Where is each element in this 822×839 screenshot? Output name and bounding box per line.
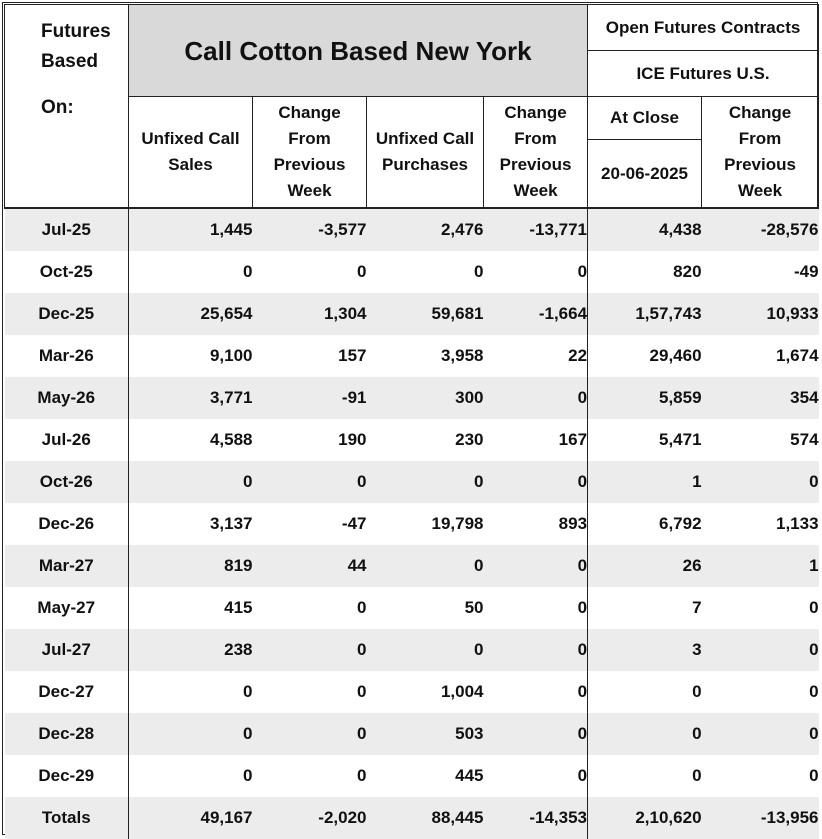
- cell-sales: 0: [129, 713, 253, 755]
- cell-month: Jul-26: [5, 419, 129, 461]
- cell-sales: 3,137: [129, 503, 253, 545]
- cell-purch: 3,958: [367, 335, 484, 377]
- table-row: [5, 251, 819, 293]
- cell-purch: 59,681: [367, 293, 484, 335]
- cell-purch: 0: [367, 545, 484, 587]
- table-header: [5, 5, 819, 209]
- cell-open: 26: [588, 545, 702, 587]
- cell-purch: 88,445: [367, 797, 484, 839]
- corner-line-2: Based: [41, 51, 99, 72]
- at-close-label: At Close: [588, 97, 701, 140]
- cell-purch: 50: [367, 587, 484, 629]
- cell-open_chg: 0: [702, 671, 819, 713]
- cell-sales_chg: 190: [253, 419, 367, 461]
- cell-month: Oct-25: [5, 251, 129, 293]
- cell-open: 0: [588, 755, 702, 797]
- cell-month: Mar-26: [5, 335, 129, 377]
- cell-open: 3: [588, 629, 702, 671]
- corner-line-3: On:: [41, 97, 74, 118]
- cell-purch_chg: 0: [484, 671, 588, 713]
- cell-open: 7: [588, 587, 702, 629]
- table-body: [5, 208, 819, 839]
- table-row: [5, 419, 819, 461]
- table-row: [5, 293, 819, 335]
- cell-purch_chg: -14,353: [484, 797, 588, 839]
- cell-purch: 0: [367, 461, 484, 503]
- cell-purch: 503: [367, 713, 484, 755]
- open-futures-heading: Open Futures Contracts: [588, 5, 819, 51]
- table-row: [5, 629, 819, 671]
- cell-sales_chg: 44: [253, 545, 367, 587]
- cell-sales_chg: 157: [253, 335, 367, 377]
- cell-purch: 0: [367, 251, 484, 293]
- page-title: Call Cotton Based New York: [129, 5, 588, 97]
- cell-open_chg: 0: [702, 461, 819, 503]
- corner-label: [5, 5, 129, 209]
- col-unfixed-sales-label: Unfixed Call Sales: [141, 129, 240, 174]
- cell-open_chg: 1,133: [702, 503, 819, 545]
- cell-month: Dec-27: [5, 671, 129, 713]
- cell-sales_chg: 0: [253, 713, 367, 755]
- cotton-call-table: [4, 4, 819, 839]
- cell-sales: 415: [129, 587, 253, 629]
- cell-sales: 49,167: [129, 797, 253, 839]
- cell-month: Jul-25: [5, 208, 129, 251]
- cell-open_chg: -49: [702, 251, 819, 293]
- cell-month: Dec-29: [5, 755, 129, 797]
- cell-open: 4,438: [588, 208, 702, 251]
- col-change-sales: [253, 97, 367, 209]
- cell-open_chg: 0: [702, 629, 819, 671]
- cell-sales_chg: 1,304: [253, 293, 367, 335]
- cell-sales_chg: 0: [253, 671, 367, 713]
- cell-sales: 9,100: [129, 335, 253, 377]
- cell-purch_chg: 0: [484, 251, 588, 293]
- cell-purch_chg: 0: [484, 545, 588, 587]
- totals-row: [5, 797, 819, 839]
- col-unfixed-purchases-label: Unfixed Call Purchases: [375, 129, 475, 174]
- cell-purch: 1,004: [367, 671, 484, 713]
- cell-purch_chg: -1,664: [484, 293, 588, 335]
- table-row: [5, 208, 819, 251]
- table-row: [5, 755, 819, 797]
- table-row: [5, 335, 819, 377]
- cell-open: 29,460: [588, 335, 702, 377]
- cell-purch_chg: 0: [484, 461, 588, 503]
- cell-month: Dec-28: [5, 713, 129, 755]
- cell-sales_chg: 0: [253, 587, 367, 629]
- cell-purch_chg: -13,771: [484, 208, 588, 251]
- cell-sales_chg: -2,020: [253, 797, 367, 839]
- cell-purch_chg: 0: [484, 587, 588, 629]
- cell-open_chg: 574: [702, 419, 819, 461]
- cell-open: 6,792: [588, 503, 702, 545]
- cell-purch_chg: 167: [484, 419, 588, 461]
- cell-sales: 819: [129, 545, 253, 587]
- cell-open: 1: [588, 461, 702, 503]
- cell-open: 0: [588, 671, 702, 713]
- cell-open: 0: [588, 713, 702, 755]
- cell-month: May-26: [5, 377, 129, 419]
- col-unfixed-purchases: [367, 97, 484, 209]
- table-row: [5, 671, 819, 713]
- cell-sales: 4,588: [129, 419, 253, 461]
- cell-open_chg: -13,956: [702, 797, 819, 839]
- cell-open_chg: 354: [702, 377, 819, 419]
- exchange-heading: ICE Futures U.S.: [588, 51, 819, 97]
- cell-purch: 19,798: [367, 503, 484, 545]
- cell-sales_chg: 0: [253, 629, 367, 671]
- cell-open_chg: -28,576: [702, 208, 819, 251]
- cell-open: 1,57,743: [588, 293, 702, 335]
- cell-open_chg: 0: [702, 755, 819, 797]
- table-row: [5, 713, 819, 755]
- cell-open: 5,859: [588, 377, 702, 419]
- cell-purch_chg: 893: [484, 503, 588, 545]
- table-row: [5, 377, 819, 419]
- col-change-purchases-label: Change From Previous Week: [499, 103, 572, 200]
- cell-purch: 0: [367, 629, 484, 671]
- cell-sales_chg: -47: [253, 503, 367, 545]
- col-change-purchases: [484, 97, 588, 209]
- cell-purch_chg: 0: [484, 377, 588, 419]
- corner-line-1: Futures: [41, 21, 111, 42]
- cell-sales: 25,654: [129, 293, 253, 335]
- table-row: [5, 587, 819, 629]
- cell-month: Jul-27: [5, 629, 129, 671]
- cell-sales: 0: [129, 461, 253, 503]
- table-row: [5, 461, 819, 503]
- cell-month: Mar-27: [5, 545, 129, 587]
- col-at-close: [588, 97, 702, 209]
- table-row: [5, 545, 819, 587]
- cell-purch_chg: 0: [484, 713, 588, 755]
- cell-open: 5,471: [588, 419, 702, 461]
- col-change-open-label: Change From Previous Week: [724, 103, 796, 200]
- cell-open: 820: [588, 251, 702, 293]
- cell-month: May-27: [5, 587, 129, 629]
- table-row: [5, 503, 819, 545]
- cell-purch: 230: [367, 419, 484, 461]
- cell-open_chg: 1,674: [702, 335, 819, 377]
- cell-open_chg: 0: [702, 587, 819, 629]
- cell-sales: 238: [129, 629, 253, 671]
- cell-purch: 445: [367, 755, 484, 797]
- cell-open_chg: 0: [702, 713, 819, 755]
- cell-sales_chg: 0: [253, 251, 367, 293]
- cell-open_chg: 1: [702, 545, 819, 587]
- cell-purch: 300: [367, 377, 484, 419]
- cell-sales_chg: -3,577: [253, 208, 367, 251]
- cell-open_chg: 10,933: [702, 293, 819, 335]
- cell-month: Totals: [5, 797, 129, 839]
- cell-month: Oct-26: [5, 461, 129, 503]
- cell-sales_chg: -91: [253, 377, 367, 419]
- cell-sales: 0: [129, 251, 253, 293]
- col-change-sales-label: Change From Previous Week: [273, 103, 346, 200]
- cell-purch_chg: 0: [484, 755, 588, 797]
- cell-month: Dec-25: [5, 293, 129, 335]
- cell-month: Dec-26: [5, 503, 129, 545]
- col-unfixed-sales: [129, 97, 253, 209]
- cell-sales: 0: [129, 671, 253, 713]
- col-change-open: [702, 97, 819, 209]
- cell-sales_chg: 0: [253, 461, 367, 503]
- cell-purch_chg: 22: [484, 335, 588, 377]
- close-date: 20-06-2025: [601, 164, 689, 183]
- cell-purch: 2,476: [367, 208, 484, 251]
- cell-open: 2,10,620: [588, 797, 702, 839]
- cell-sales: 1,445: [129, 208, 253, 251]
- cell-purch_chg: 0: [484, 629, 588, 671]
- cell-sales: 0: [129, 755, 253, 797]
- cell-sales: 3,771: [129, 377, 253, 419]
- cell-sales_chg: 0: [253, 755, 367, 797]
